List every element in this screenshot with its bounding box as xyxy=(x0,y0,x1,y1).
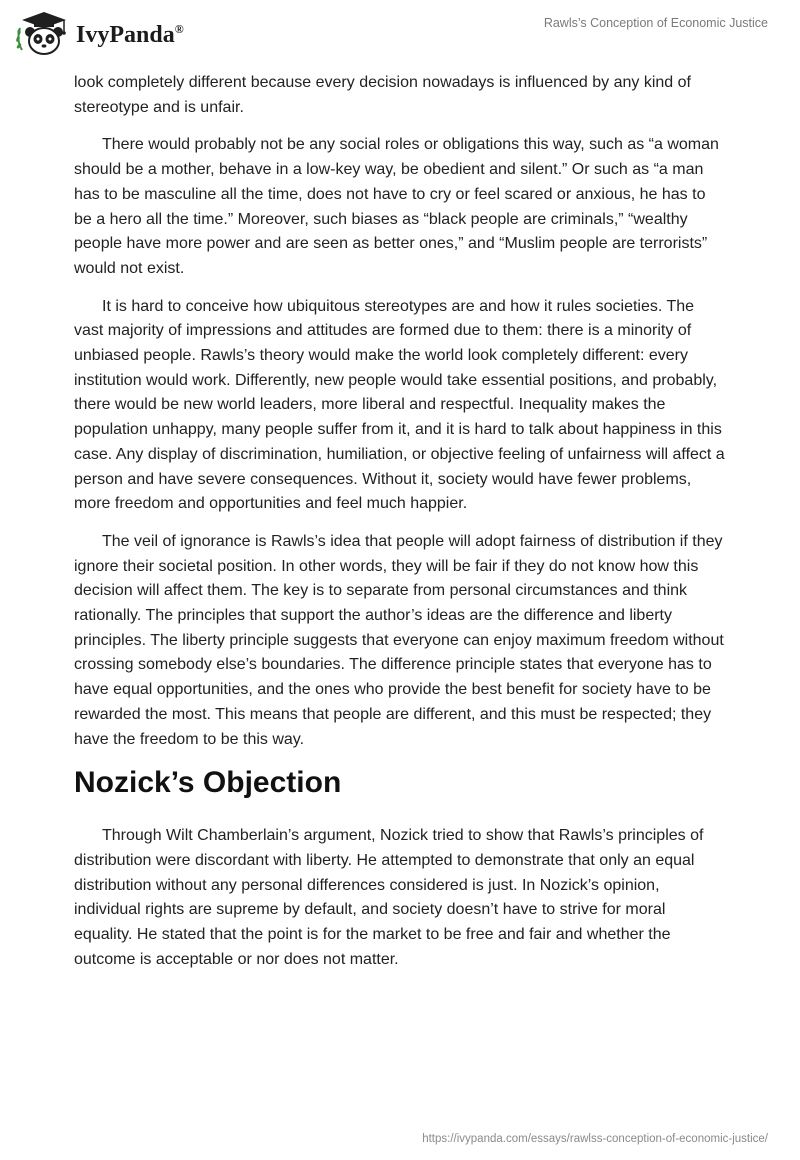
paragraph: look completely different because every decision nowadays is influenced by any kind of stereotype and is unfair. xyxy=(74,74,691,116)
paragraph: It is hard to conceive how ubiquitous stereotypes are and how it rules societies. The vast majority of impressions and attitudes are formed due to them: there is a minority of unbiased people. Rawls’s theory would make the world look completely different: every institution would work. Differently, new people would take essential positions, and probably, there would be new world leaders, more liberal and respectful. Inequality makes the population unhappy, many people suffer from it, and it is hard to talk about happiness in this case. Any display of discrimination, humiliation, or objective feeling of unfairness will affect a person and have severe consequences. Without it, society would have fewer problems, more freedom and opportunities and feel much happier. xyxy=(74,297,725,513)
essay-body xyxy=(74,71,726,986)
panda-graduate-icon xyxy=(14,10,74,58)
section-heading: Nozick’s Objection xyxy=(74,766,342,800)
paragraph: The veil of ignorance is Rawls’s idea that people will adopt fairness of distribution if they ignore their societal position. In other words, they will be fair if they do not know how this decision will affect them. The key is to separate from personal circumstances and think rationally. The principles that support the author’s ideas are the difference and liberty principles. The liberty principle suggests that everyone can enjoy maximum freedom without crossing somebody else’s boundaries. The difference principle states that everyone has to have equal opportunities, and the ones who provide the best benefit for society have to be rewarded the most. This means that people are different, and this must be respected; they have the freedom to be this way. xyxy=(74,532,724,748)
source-url[interactable]: https://ivypanda.com/essays/rawlss-conception-of-economic-justice/ xyxy=(422,1133,768,1145)
registered-mark: ® xyxy=(174,22,184,36)
running-title: Rawls’s Conception of Economic Justice xyxy=(543,16,768,30)
logo-wordmark xyxy=(76,22,184,49)
paragraph: There would probably not be any social roles or obligations this way, such as “a woman should be a mother, behave in a low-key way, be obedient and silent.” Or such as “a man has to be masculine all the time, does not have to cry or feel scared or anxious, he has to be a hero all the time.” Moreover, such biases as “black people are criminals,” “wealthy people have more power and are seen as better ones,” and “Muslim people are terrorists” would not exist. xyxy=(74,136,719,277)
ivypanda-logo[interactable] xyxy=(14,10,194,58)
logo-name: IvyPanda xyxy=(76,22,175,48)
page-header xyxy=(0,0,800,66)
paragraph: Through Wilt Chamberlain’s argument, Nozick tried to show that Rawls’s principles of distribution were discordant with liberty. He attempted to demonstrate that only an equal distribution without any personal differences considered is just. In Nozick’s opinion, individual rights are supreme by default, and society doesn’t have to strive for moral equality. He stated that the point is for the market to be free and fair and whether the outcome is acceptable or nor does not matter. xyxy=(74,827,704,968)
